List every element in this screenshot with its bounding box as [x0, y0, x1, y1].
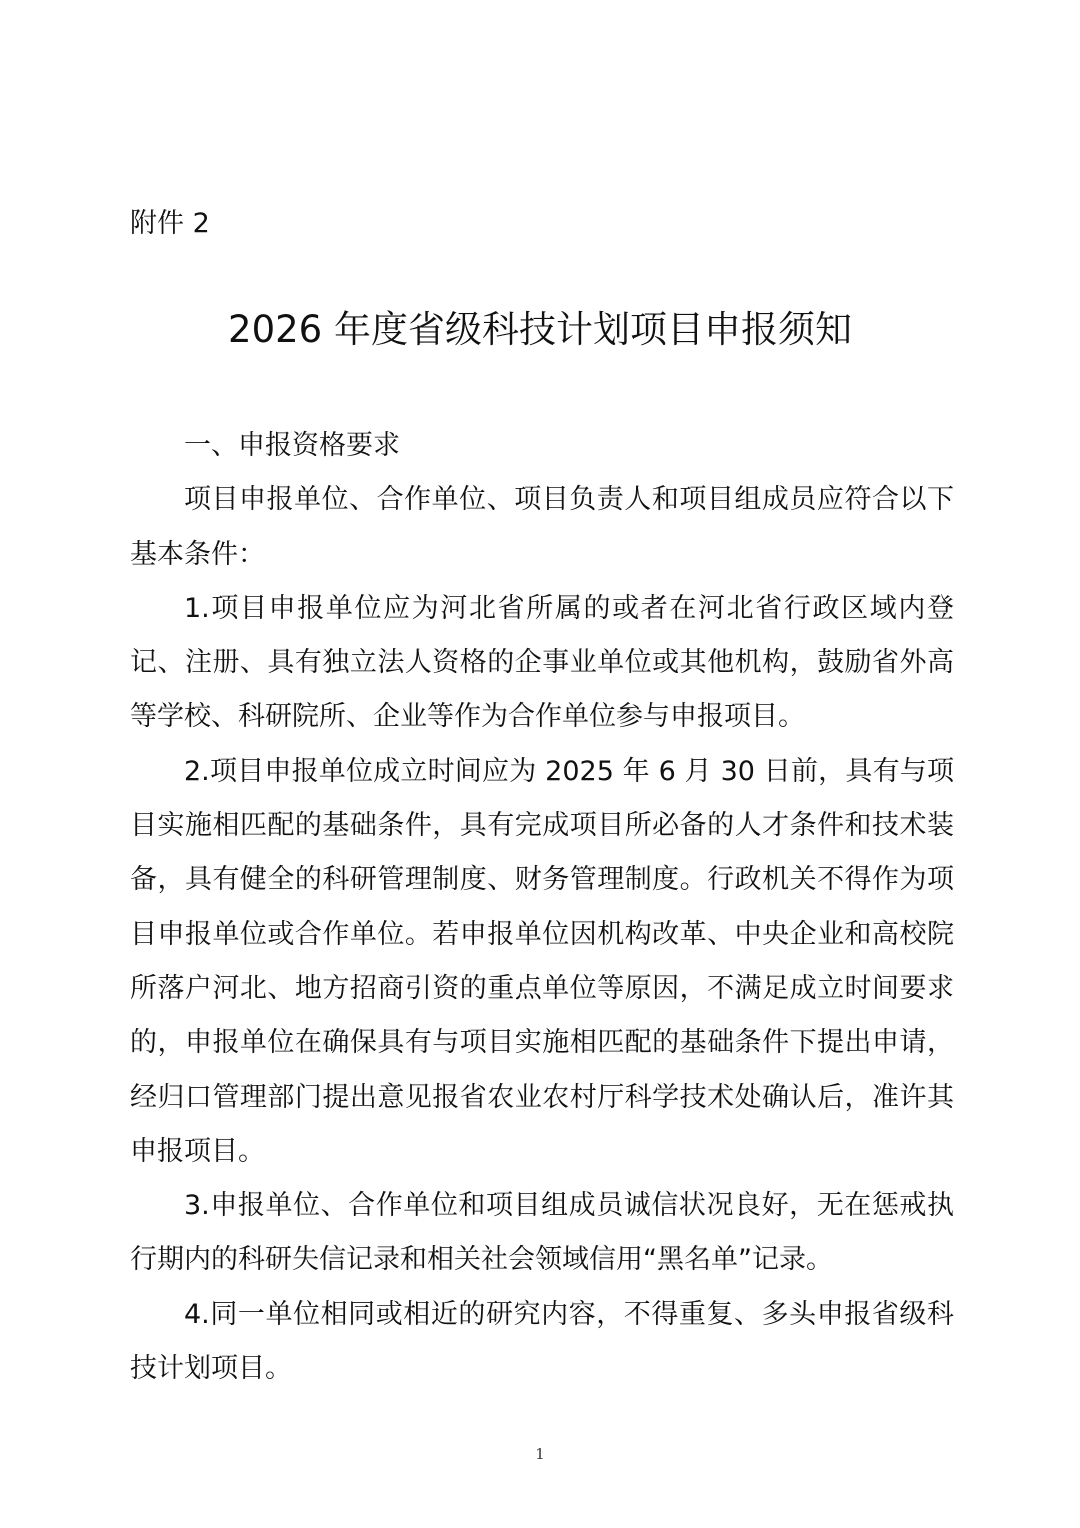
paragraph-intro: 项目申报单位、合作单位、项目负责人和项目组成员应符合以下基本条件： [130, 484, 954, 570]
paragraph-item-1: 1.项目申报单位应为河北省所属的或者在河北省行政区域内登记、注册、具有独立法人资格的企事业单位或其他机构，鼓励省外高等学校、科研院所、企业等作为合作单位参与申报项目。 [130, 592, 954, 733]
document-body [130, 419, 954, 1396]
paragraph-item-3: 3.申报单位、合作单位和项目组成员诚信状况良好，无在惩戒执行期内的科研失信记录和相关社会领域信用“黑名单”记录。 [130, 1190, 954, 1276]
page-number: 1 [535, 1445, 545, 1463]
document-title: 2026 年度省级科技计划项目申报须知 [228, 308, 852, 351]
paragraph-item-4: 4.同一单位相同或相近的研究内容，不得重复、多头申报省级科技计划项目。 [130, 1298, 954, 1385]
attachment-label: 附件 2 [130, 208, 210, 239]
section-heading: 一、申报资格要求 [184, 430, 400, 461]
paragraph-item-2: 2.项目申报单位成立时间应为 2025 年 6 月 30 日前，具有与项目实施相匹配的基础条件，具有完成项目所必备的人才条件和技术装备，具有健全的科研管理制度、财务管理制度。行政机关不得作为项目申报单位或合作单位。若申报单位因机构改革、中央企业和高校院所落户河北、地方招商引资的重点单位等原因，不满足成立时间要求的，申报单位在确保具有与项目实施相匹配的基础条件下提出申请，经归口管理部门提出意见报省农业农村厅科学技术处确认后，准许其申报项目。 [130, 755, 954, 1167]
